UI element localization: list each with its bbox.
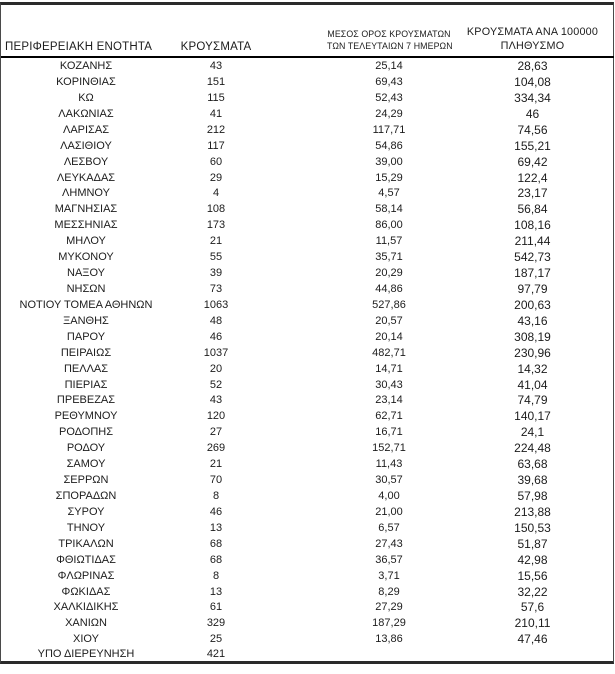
cell-region: ΝΑΞΟΥ	[67, 267, 105, 280]
table-row	[1, 488, 614, 504]
cell-region: ΠΕΙΡΑΙΩΣ	[60, 346, 112, 359]
cell-per100k: 542,73	[514, 250, 551, 265]
table-header	[1, 5, 614, 57]
cell-avg7: 4,00	[378, 489, 400, 502]
cell-per100k: 47,46	[517, 632, 548, 647]
cell-per100k: 23,17	[517, 186, 548, 201]
cell-region: ΚΟΖΑΝΗΣ	[59, 60, 113, 73]
cell-cases: 21	[209, 458, 223, 471]
cell-avg7: 27,43	[375, 537, 403, 550]
table-row	[1, 122, 614, 138]
cell-avg7: 20,57	[375, 314, 403, 327]
cell-region: ΣΕΡΡΩΝ	[63, 474, 109, 487]
table-row	[1, 377, 614, 393]
cell-per100k: 39,68	[517, 473, 548, 488]
cell-avg7: 117,71	[372, 123, 406, 136]
table-row	[1, 440, 614, 456]
cell-per100k: 24,1	[520, 425, 545, 440]
cell-region: ΡΕΘΥΜΝΟΥ	[54, 410, 118, 423]
table-row	[1, 281, 614, 297]
cell-region: ΡΟΔΟΥ	[66, 442, 106, 455]
cell-region: ΤΡΙΚΑΛΩΝ	[58, 537, 114, 550]
cell-avg7: 27,29	[375, 601, 403, 614]
cell-per100k	[451, 647, 614, 661]
cell-per100k: 74,79	[517, 393, 548, 408]
col-header-cases: ΚΡΟΥΣΜΑΤΑ	[180, 41, 252, 53]
cell-per100k: 97,79	[517, 281, 548, 296]
cell-avg7: 11,43	[375, 458, 403, 471]
cell-cases: 13	[209, 521, 223, 534]
cell-avg7: 30,43	[375, 378, 403, 391]
regional-cases-table	[1, 5, 614, 661]
cell-per100k: 74,56	[517, 122, 548, 137]
table-row	[1, 90, 614, 106]
cell-avg7: 24,29	[375, 107, 403, 120]
cell-avg7: 6,57	[378, 521, 400, 534]
cell-cases: 48	[209, 314, 223, 327]
cell-region: ΛΕΣΒΟΥ	[63, 155, 109, 168]
cell-cases: 43	[209, 394, 223, 407]
cell-per100k: 46	[525, 106, 540, 121]
cell-region: ΜΕΣΣΗΝΙΑΣ	[54, 219, 118, 232]
cell-region: ΛΗΜΝΟΥ	[62, 187, 110, 200]
cell-avg7: 30,57	[375, 474, 403, 487]
cell-region: ΧΑΛΚΙΔΙΚΗΣ	[53, 601, 119, 614]
cell-per100k: 210,11	[514, 616, 551, 631]
col-header-avg7-line2: ΤΩΝ ΤΕΛΕΥΤΑΙΩΝ 7 ΗΜΕΡΩΝ	[327, 41, 453, 52]
table-row	[1, 186, 614, 202]
table-row	[1, 74, 614, 90]
cell-per100k: 211,44	[514, 234, 551, 249]
cell-cases: 73	[209, 282, 223, 295]
cell-per100k: 51,87	[517, 536, 548, 551]
cell-avg7: 44,86	[375, 282, 403, 295]
table-row	[1, 615, 614, 631]
table-row	[1, 504, 614, 520]
table-row	[1, 329, 614, 345]
cell-cases: 1063	[203, 298, 229, 311]
cell-avg7: 86,00	[375, 219, 403, 232]
cell-per100k: 230,96	[514, 345, 551, 360]
cell-cases: 329	[206, 617, 226, 630]
cell-per100k: 308,19	[514, 329, 551, 344]
table-row	[1, 408, 614, 424]
cell-cases: 60	[209, 155, 223, 168]
cell-cases: 70	[209, 474, 223, 487]
cell-avg7: 36,57	[375, 553, 403, 566]
cell-per100k: 200,63	[514, 297, 551, 312]
table-row	[1, 57, 614, 74]
cell-region: ΧΑΝΙΩΝ	[65, 617, 107, 630]
cell-region: ΠΡΕΒΕΖΑΣ	[56, 394, 116, 407]
cell-cases: 115	[207, 91, 225, 104]
cell-cases: 173	[206, 219, 226, 232]
cell-cases: 269	[206, 442, 226, 455]
cell-region: ΣΥΡΟΥ	[67, 505, 105, 518]
table-row	[1, 265, 614, 281]
table-row	[1, 552, 614, 568]
cell-avg7: 527,86	[372, 298, 406, 311]
cell-avg7: 15,29	[375, 171, 403, 184]
table-row	[1, 424, 614, 440]
cell-region: ΚΟΡΙΝΘΙΑΣ	[56, 76, 116, 88]
cell-region: ΧΙΟΥ	[73, 633, 99, 646]
cell-cases: 46	[209, 330, 223, 343]
cell-per100k: 187,17	[514, 266, 551, 281]
cell-cases: 151	[206, 76, 226, 88]
cell-per100k: 224,48	[514, 441, 551, 456]
table-row	[1, 472, 614, 488]
cell-per100k: 15,56	[517, 568, 548, 583]
cell-region: ΜΗΛΟΥ	[66, 235, 106, 248]
cell-cases: 68	[209, 553, 223, 566]
cell-region: ΞΑΝΘΗΣ	[63, 314, 109, 327]
cell-per100k: 334,34	[514, 90, 551, 105]
cell-region: ΛΑΚΩΝΙΑΣ	[58, 107, 114, 120]
cell-per100k: 150,53	[514, 520, 551, 535]
col-header-region: ΠΕΡΙΦΕΡΕΙΑΚΗ ΕΝΟΤΗΤΑ	[5, 41, 153, 53]
cell-cases: 46	[209, 505, 223, 518]
cell-region: ΠΑΡΟΥ	[66, 330, 106, 343]
cell-cases: 61	[209, 601, 223, 614]
table-row	[1, 297, 614, 313]
cell-avg7: 482,71	[372, 346, 406, 359]
cell-avg7: 21,00	[375, 505, 403, 518]
cell-avg7: 25,14	[375, 60, 403, 73]
col-header-per100k-line1: ΚΡΟΥΣΜΑΤΑ ΑΝΑ 100000	[466, 25, 599, 38]
cell-per100k: 213,88	[514, 504, 551, 519]
cell-avg7	[261, 647, 451, 661]
cell-avg7: 3,71	[378, 569, 400, 582]
cell-cases: 108	[206, 203, 226, 216]
table-row	[1, 201, 614, 217]
cell-cases: 212	[206, 123, 226, 136]
cell-avg7: 13,86	[375, 633, 403, 646]
cell-avg7: 11,57	[375, 235, 403, 248]
cell-region: ΜΑΓΝΗΣΙΑΣ	[54, 203, 118, 216]
cell-cases: 27	[209, 426, 223, 439]
cell-region: ΛΕΥΚΑΔΑΣ	[56, 171, 116, 184]
cell-avg7: 52,43	[375, 91, 403, 104]
cell-avg7: 35,71	[375, 251, 403, 264]
table-row	[1, 106, 614, 122]
cell-per100k: 43,16	[517, 313, 548, 328]
cell-cases: 43	[209, 60, 223, 73]
col-header-avg7-line1: ΜΕΣΟΣ ΟΡΟΣ ΚΡΟΥΣΜΑΤΩΝ	[327, 29, 451, 40]
cell-region: ΝΟΤΙΟΥ ΤΟΜΕΑ ΑΘΗΝΩΝ	[19, 298, 153, 311]
cell-cases: 21	[209, 235, 223, 248]
table-row	[1, 568, 614, 584]
cell-region: ΡΟΔΟΠΗΣ	[58, 426, 114, 439]
table-row	[1, 154, 614, 170]
cell-region: ΦΛΩΡΙΝΑΣ	[57, 569, 115, 582]
table-row	[1, 361, 614, 377]
cell-cases: 52	[209, 378, 223, 391]
table-row	[1, 456, 614, 472]
table-row	[1, 631, 614, 647]
cell-region: ΦΘΙΩΤΙΔΑΣ	[56, 553, 116, 566]
cell-per100k: 57,98	[517, 488, 548, 503]
cell-per100k: 41,04	[517, 377, 548, 392]
cell-cases: 13	[209, 585, 223, 598]
cell-cases: 25	[209, 633, 223, 646]
cell-cases: 41	[209, 107, 223, 120]
cell-cases: 39	[209, 267, 223, 280]
col-header-per100k	[451, 5, 614, 57]
table-row	[1, 345, 614, 361]
table-row	[1, 217, 614, 233]
cell-avg7: 187,29	[372, 617, 406, 630]
cell-per100k: 42,98	[517, 552, 548, 567]
table-row	[1, 170, 614, 186]
cell-cases: 68	[209, 537, 223, 550]
cell-per100k: 140,17	[514, 409, 551, 424]
cell-region: ΚΩ	[78, 91, 94, 104]
cell-region: ΦΩΚΙΔΑΣ	[61, 585, 111, 598]
cell-avg7: 62,71	[375, 410, 403, 423]
header-row	[1, 5, 614, 57]
cell-per100k: 57,6	[520, 600, 545, 615]
cell-avg7: 20,14	[375, 330, 403, 343]
table-row	[1, 536, 614, 552]
cell-region: ΠΙΕΡΙΑΣ	[64, 378, 108, 391]
table-row	[1, 138, 614, 154]
cell-per100k: 28,63	[517, 59, 548, 74]
cell-region: ΛΑΡΙΣΑΣ	[62, 123, 109, 136]
cell-avg7: 39,00	[375, 155, 403, 168]
cell-avg7: 14,71	[375, 362, 403, 375]
cell-per100k: 108,16	[514, 218, 551, 233]
cell-per100k: 63,68	[517, 457, 548, 472]
table-row	[1, 520, 614, 536]
cell-region: ΥΠΟ ΔΙΕΡΕΥΝΗΣΗ	[37, 648, 135, 661]
cell-per100k: 155,21	[514, 138, 551, 153]
cell-region: ΣΠΟΡΑΔΩΝ	[55, 489, 117, 502]
col-header-per100k-line2: ΠΛΗΘΥΣΜΟ	[500, 39, 565, 52]
table-frame	[0, 2, 614, 664]
cell-avg7: 152,71	[372, 442, 406, 455]
cell-region: ΣΑΜΟΥ	[66, 458, 106, 471]
cell-cases: 8	[212, 569, 220, 582]
cell-avg7: 58,14	[375, 203, 403, 216]
cell-avg7: 20,29	[375, 267, 403, 280]
cell-per100k: 32,22	[517, 584, 548, 599]
cell-cases: 29	[209, 171, 223, 184]
cell-cases: 1037	[203, 346, 229, 359]
cell-avg7: 23,14	[375, 394, 403, 407]
cell-avg7: 69,43	[375, 76, 403, 88]
table-row	[1, 313, 614, 329]
cell-avg7: 54,86	[375, 139, 403, 152]
cell-avg7: 16,71	[375, 426, 403, 439]
cell-cases: 421	[206, 648, 226, 661]
cell-region: ΝΗΣΩΝ	[66, 282, 106, 295]
cell-cases: 55	[209, 251, 223, 264]
cell-per100k: 69,42	[517, 154, 548, 169]
table-row	[1, 233, 614, 249]
cell-cases: 117	[207, 139, 225, 152]
table-row	[1, 392, 614, 408]
cell-region: ΜΥΚΟΝΟΥ	[58, 251, 114, 264]
table-row	[1, 647, 614, 661]
cell-cases: 4	[212, 187, 220, 200]
cell-region: ΤΗΝΟΥ	[66, 521, 106, 534]
cell-cases: 120	[206, 410, 226, 423]
cell-cases: 8	[212, 489, 220, 502]
cell-cases: 20	[209, 362, 223, 375]
cell-per100k: 14,32	[517, 361, 548, 376]
cell-per100k: 122,4	[517, 170, 548, 185]
table-row	[1, 599, 614, 615]
cell-per100k: 56,84	[517, 202, 548, 217]
cell-per100k: 104,08	[514, 75, 551, 89]
table-row	[1, 249, 614, 265]
table-row	[1, 584, 614, 600]
cell-region: ΠΕΛΛΑΣ	[63, 362, 109, 375]
cell-region: ΛΑΣΙΘΙΟΥ	[60, 139, 112, 152]
cell-avg7: 8,29	[378, 585, 400, 598]
table-body	[1, 57, 614, 661]
col-header-avg7	[261, 5, 451, 57]
cell-avg7: 4,57	[378, 187, 400, 200]
